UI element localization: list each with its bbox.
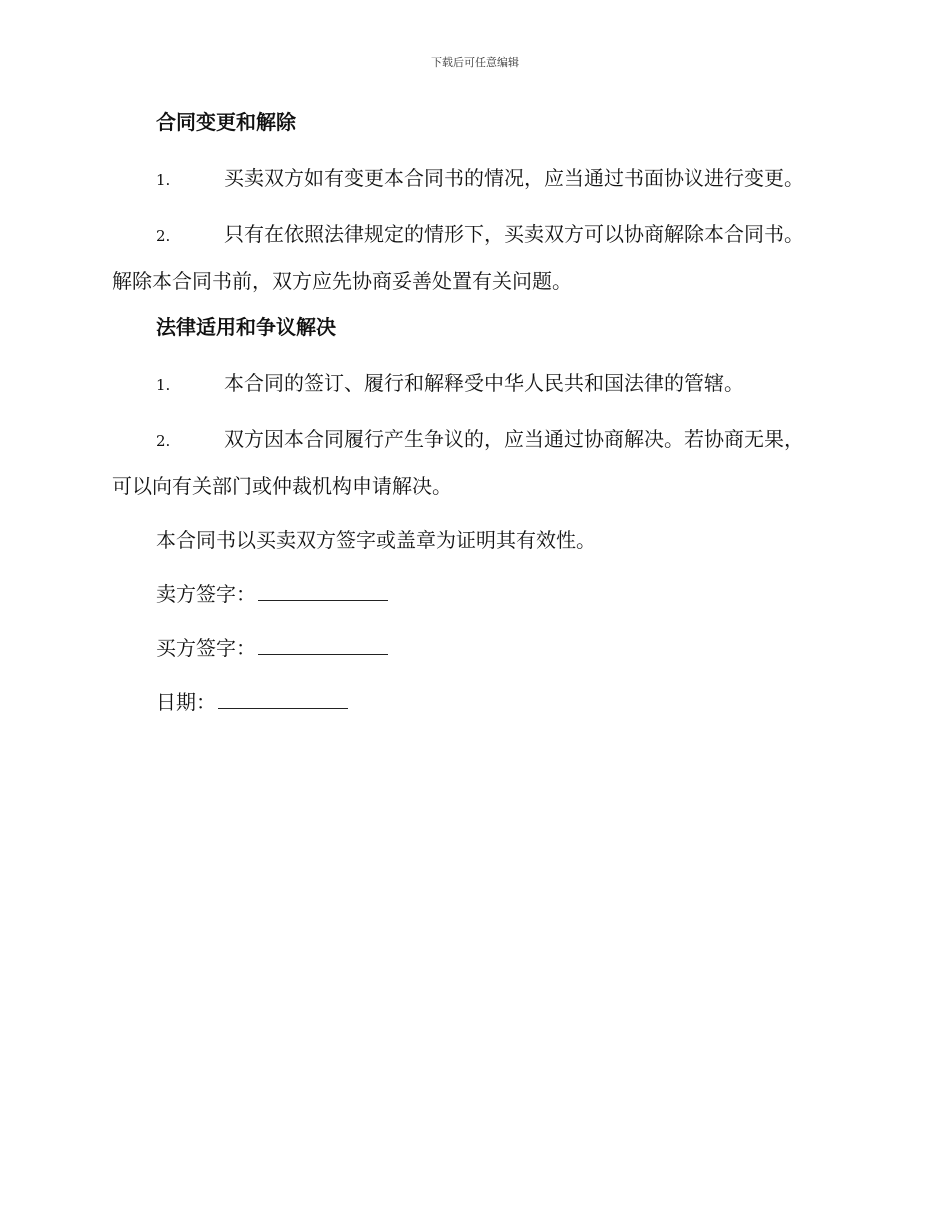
clause-text: 只有在依照法律规定的情形下，买卖双方可以协商解除本合同书。解除本合同书前，双方应先协商妥善处置有关问题。 [112, 222, 804, 293]
clause-2-2 [112, 417, 812, 509]
buyer-signature-line [258, 636, 388, 655]
clause-number: 1. [156, 376, 171, 394]
section-heading-contract-change: 合同变更和解除 [156, 110, 296, 134]
clause-number: 1. [156, 171, 171, 189]
clause-1-2 [112, 212, 812, 304]
clause-2-1 [112, 361, 812, 408]
seller-signature-label: 卖方签字： [156, 582, 256, 606]
section-heading-law-dispute: 法律适用和争议解决 [156, 315, 336, 339]
page-header: 下载后可任意编辑 [431, 56, 519, 69]
date-line [218, 690, 348, 709]
clause-number: 2. [156, 432, 171, 450]
date-field [156, 680, 812, 725]
buyer-signature [156, 626, 812, 671]
clause-text: 本合同的签订、履行和解释受中华人民共和国法律的管辖。 [224, 371, 744, 395]
seller-signature-line [258, 582, 388, 601]
closing-statement: 本合同书以买卖双方签字或盖章为证明其有效性。 [156, 528, 596, 552]
clause-1-1 [112, 156, 812, 203]
date-label: 日期： [156, 690, 216, 714]
clause-text: 双方因本合同履行产生争议的，应当通过协商解决。若协商无果，可以向有关部门或仲裁机构申请解决。 [112, 427, 804, 498]
seller-signature [156, 572, 812, 617]
document-body [112, 108, 812, 734]
clause-text: 买卖双方如有变更本合同书的情况，应当通过书面协议进行变更。 [224, 166, 804, 190]
buyer-signature-label: 买方签字： [156, 636, 256, 660]
clause-number: 2. [156, 227, 171, 245]
